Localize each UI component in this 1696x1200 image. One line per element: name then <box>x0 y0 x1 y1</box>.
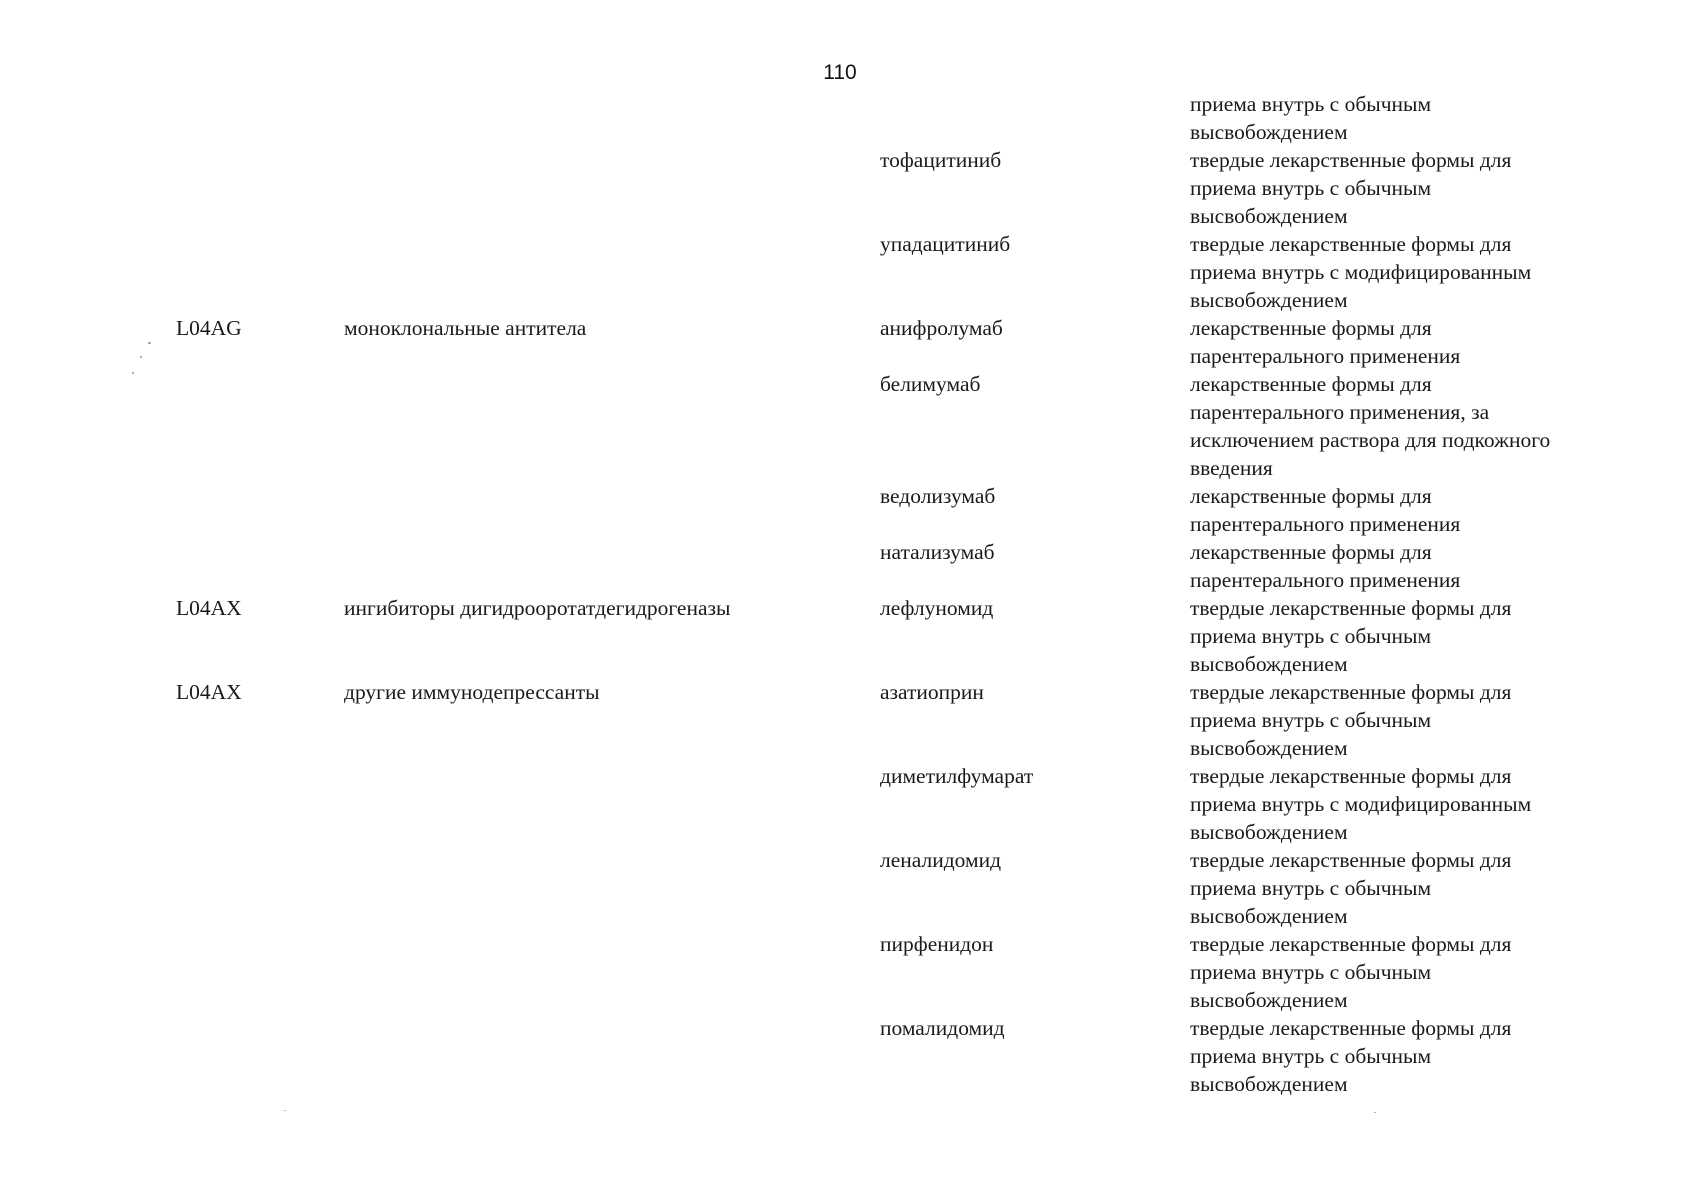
dosage-form-line: лекарственные формы для <box>1190 484 1432 508</box>
table-row <box>0 594 1696 678</box>
dosage-form-line: высвобождением <box>1190 1072 1348 1096</box>
dosage-form-line: твердые лекарственные формы для <box>1190 1016 1512 1040</box>
drug-name: диметилфумарат <box>880 764 1034 788</box>
dosage-form-line: высвобождением <box>1190 204 1348 228</box>
dosage-form <box>1190 846 1620 930</box>
dosage-form-line: высвобождением <box>1190 120 1348 144</box>
dosage-form-line: парентерального применения, за <box>1190 400 1490 424</box>
dosage-form <box>1190 90 1620 146</box>
scan-artifact <box>132 372 134 374</box>
dosage-form-line: парентерального применения <box>1190 568 1461 592</box>
dosage-form-line: парентерального применения <box>1190 512 1461 536</box>
dosage-form-line: высвобождением <box>1190 288 1348 312</box>
dosage-form <box>1190 930 1620 1014</box>
drug-name: помалидомид <box>880 1016 1005 1040</box>
scan-artifact <box>1374 1112 1376 1113</box>
drug-name: леналидомид <box>880 848 1002 872</box>
dosage-form-line: исключением раствора для подкожного <box>1190 428 1551 452</box>
drug-name: азатиоприн <box>880 680 984 704</box>
pharmacological-group: другие иммунодепрессанты <box>344 680 600 704</box>
dosage-form-line: твердые лекарственные формы для <box>1190 764 1512 788</box>
table-row <box>0 314 1696 370</box>
dosage-form-line: приема внутрь с обычным <box>1190 92 1432 116</box>
page-number: 110 <box>823 61 857 84</box>
dosage-form-line: твердые лекарственные формы для <box>1190 596 1512 620</box>
dosage-form-line: лекарственные формы для <box>1190 540 1432 564</box>
dosage-form-line: приема внутрь с модифицированным <box>1190 792 1532 816</box>
dosage-form-line: твердые лекарственные формы для <box>1190 232 1512 256</box>
dosage-form-line: твердые лекарственные формы для <box>1190 932 1512 956</box>
scan-artifact <box>140 356 142 358</box>
table-row <box>0 230 1696 314</box>
atc-code: L04AG <box>176 316 242 340</box>
table-row <box>0 1014 1696 1098</box>
table-row <box>0 762 1696 846</box>
table-row <box>0 90 1696 146</box>
dosage-form <box>1190 594 1620 678</box>
drug-name: лефлуномид <box>880 596 994 620</box>
drug-name: анифролумаб <box>880 316 1003 340</box>
dosage-form-line: введения <box>1190 456 1273 480</box>
table-row <box>0 846 1696 930</box>
drug-name: тофацитиниб <box>880 148 1002 172</box>
dosage-form-line: приема внутрь с обычным <box>1190 876 1432 900</box>
dosage-form <box>1190 482 1620 538</box>
dosage-form-line: твердые лекарственные формы для <box>1190 148 1512 172</box>
dosage-form-line: приема внутрь с модифицированным <box>1190 260 1532 284</box>
medication-table <box>0 90 1696 1098</box>
dosage-form <box>1190 538 1620 594</box>
drug-name: белимумаб <box>880 372 981 396</box>
table-row <box>0 482 1696 538</box>
dosage-form-line: высвобождением <box>1190 904 1348 928</box>
table-row <box>0 678 1696 762</box>
dosage-form <box>1190 1014 1620 1098</box>
drug-name: натализумаб <box>880 540 995 564</box>
scan-artifact <box>284 1110 286 1111</box>
dosage-form-line: парентерального применения <box>1190 344 1461 368</box>
dosage-form <box>1190 314 1620 370</box>
dosage-form-line: твердые лекарственные формы для <box>1190 680 1512 704</box>
dosage-form <box>1190 146 1620 230</box>
pharmacological-group: ингибиторы дигидрооротатдегидрогеназы <box>344 596 731 620</box>
table-row <box>0 146 1696 230</box>
dosage-form-line: высвобождением <box>1190 988 1348 1012</box>
table-row <box>0 538 1696 594</box>
table-row <box>0 930 1696 1014</box>
drug-name: упадацитиниб <box>880 232 1011 256</box>
dosage-form-line: лекарственные формы для <box>1190 372 1432 396</box>
dosage-form-line: твердые лекарственные формы для <box>1190 848 1512 872</box>
dosage-form-line: высвобождением <box>1190 652 1348 676</box>
dosage-form-line: лекарственные формы для <box>1190 316 1432 340</box>
scan-artifact <box>148 342 151 344</box>
dosage-form-line: приема внутрь с обычным <box>1190 624 1432 648</box>
atc-code: L04AX <box>176 680 242 704</box>
dosage-form-line: приема внутрь с обычным <box>1190 960 1432 984</box>
drug-name: пирфенидон <box>880 932 994 956</box>
table-row <box>0 370 1696 482</box>
dosage-form <box>1190 370 1620 482</box>
dosage-form-line: высвобождением <box>1190 736 1348 760</box>
pharmacological-group: моноклональные антитела <box>344 316 587 340</box>
atc-code: L04AX <box>176 596 242 620</box>
dosage-form <box>1190 762 1620 846</box>
dosage-form-line: приема внутрь с обычным <box>1190 1044 1432 1068</box>
dosage-form <box>1190 678 1620 762</box>
dosage-form <box>1190 230 1620 314</box>
dosage-form-line: приема внутрь с обычным <box>1190 708 1432 732</box>
drug-name: ведолизумаб <box>880 484 996 508</box>
dosage-form-line: приема внутрь с обычным <box>1190 176 1432 200</box>
dosage-form-line: высвобождением <box>1190 820 1348 844</box>
